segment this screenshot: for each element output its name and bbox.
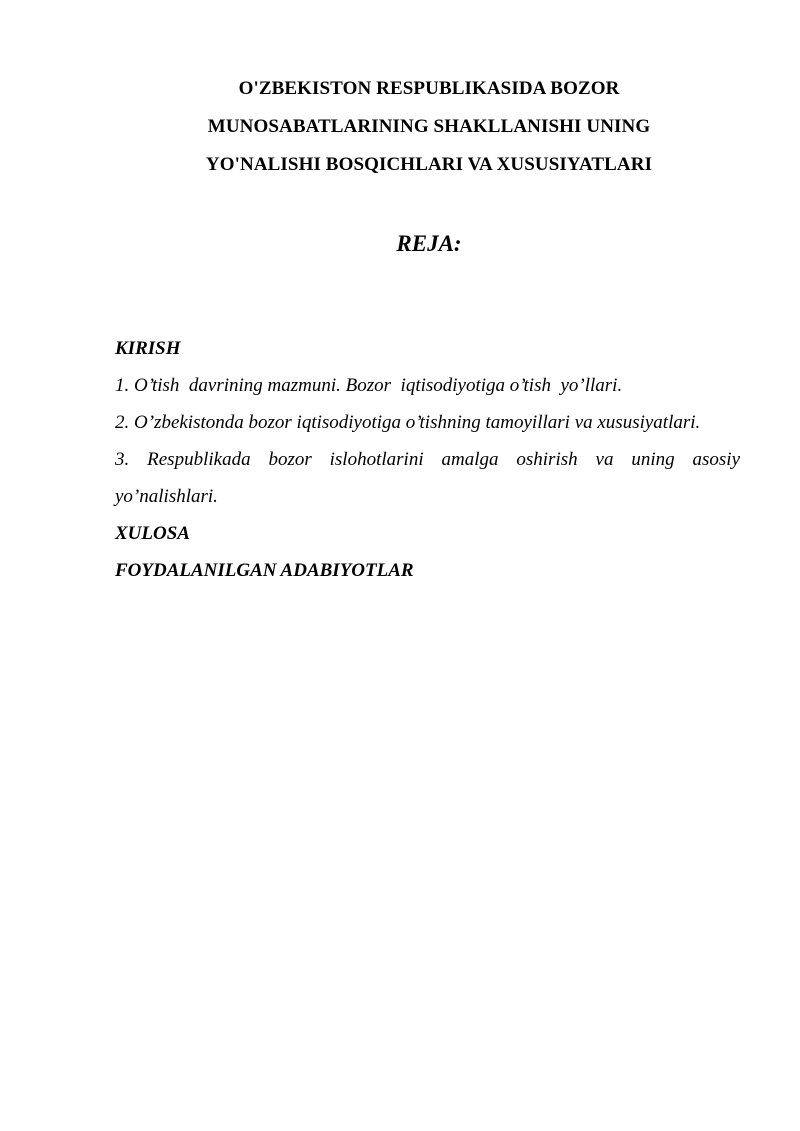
plan-item: 2. O’zbekistonda bozor iqtisodiyotiga o’tishning tamoyillari va xususiyatlari. xyxy=(115,412,701,433)
title-line: O'ZBEKISTON RESPUBLIKASIDA BOZOR xyxy=(238,78,620,99)
plan-contents xyxy=(115,330,740,589)
references-heading: FOYDALANILGAN ADABIYOTLAR xyxy=(115,560,414,581)
title-line: YO'NALISHI BOSQICHLARI VA XUSUSIYATLARI xyxy=(205,154,653,175)
conclusion-heading: XULOSA xyxy=(115,523,190,544)
plan-item: 3. Respublikada bozor islohotlarini amalga oshirish va uning asosiy yo’nalishlari. xyxy=(115,449,740,507)
title-line: MUNOSABATLARINING SHAKLLANISHI UNING xyxy=(207,116,651,137)
intro-heading: KIRISH xyxy=(115,338,181,359)
plan-item: 1. O’tish davrining mazmuni. Bozor iqtisodiyotiga o’tish yo’llari. xyxy=(115,375,623,396)
plan-heading: REJA: xyxy=(396,231,462,256)
document-title xyxy=(100,70,758,184)
